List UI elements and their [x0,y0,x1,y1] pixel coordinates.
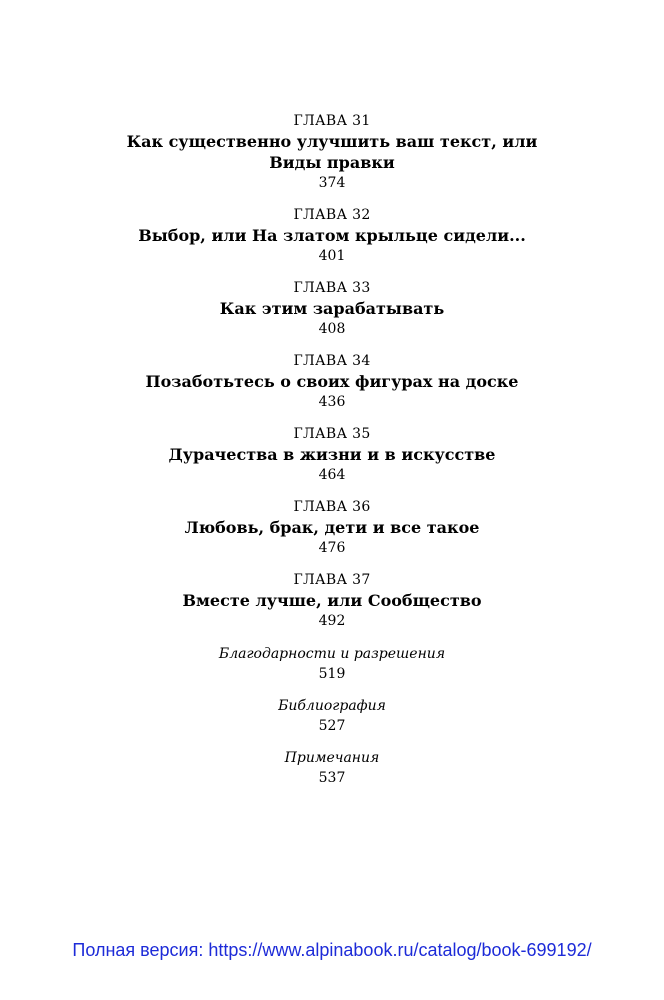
page-number: 527 [318,718,346,734]
chapter-title: Как этим зарабатывать [219,299,445,318]
full-version-link[interactable]: Полная версия: https://www.alpinabook.ru/catalog/book-699192/ [72,940,592,960]
page-number: 408 [318,321,346,337]
back-matter-title: Примечания [284,750,380,766]
toc-entry-chapter-33 [0,279,664,339]
chapter-title: Любовь, брак, дети и все такое [184,518,480,537]
chapter-title-line: Виды правки [269,153,395,172]
page-number: 374 [318,175,346,191]
table-of-contents [0,112,664,800]
chapter-title: Выбор, или На златом крыльце сидели... [138,226,526,245]
toc-entry-chapter-32 [0,206,664,266]
toc-entry-chapter-37 [0,571,664,631]
toc-entry-chapter-36 [0,498,664,558]
chapter-title: Вместе лучше, или Сообщество [182,591,482,610]
chapter-label: ГЛАВА 34 [293,353,371,369]
chapter-title [0,131,664,173]
toc-entry-bibliography [0,696,664,736]
chapter-label: ГЛАВА 37 [293,572,371,588]
chapter-label: ГЛАВА 33 [293,280,371,296]
toc-entry-chapter-34 [0,352,664,412]
toc-entry-notes [0,748,664,788]
page-number: 464 [318,467,346,483]
chapter-label: ГЛАВА 31 [293,113,371,129]
toc-entry-chapter-35 [0,425,664,485]
toc-entry-chapter-31 [0,112,664,193]
chapter-title: Позаботьтесь о своих фигурах на доске [145,372,519,391]
toc-entry-acknowledgements [0,644,664,684]
back-matter-title: Благодарности и разрешения [218,646,446,662]
chapter-label: ГЛАВА 35 [293,426,371,442]
page-number: 476 [318,540,346,556]
chapter-label: ГЛАВА 36 [293,499,371,515]
page-number: 519 [318,666,346,682]
page-number: 537 [318,770,346,786]
back-matter-title: Библиография [278,698,386,714]
chapter-label: ГЛАВА 32 [293,207,371,223]
page-number: 436 [318,394,346,410]
chapter-title-line: Как существенно улучшить ваш текст, или [126,132,538,151]
back-matter [0,644,664,788]
chapter-title: Дурачества в жизни и в искусстве [168,445,496,464]
page-number: 401 [318,248,346,264]
page-number: 492 [318,613,346,629]
